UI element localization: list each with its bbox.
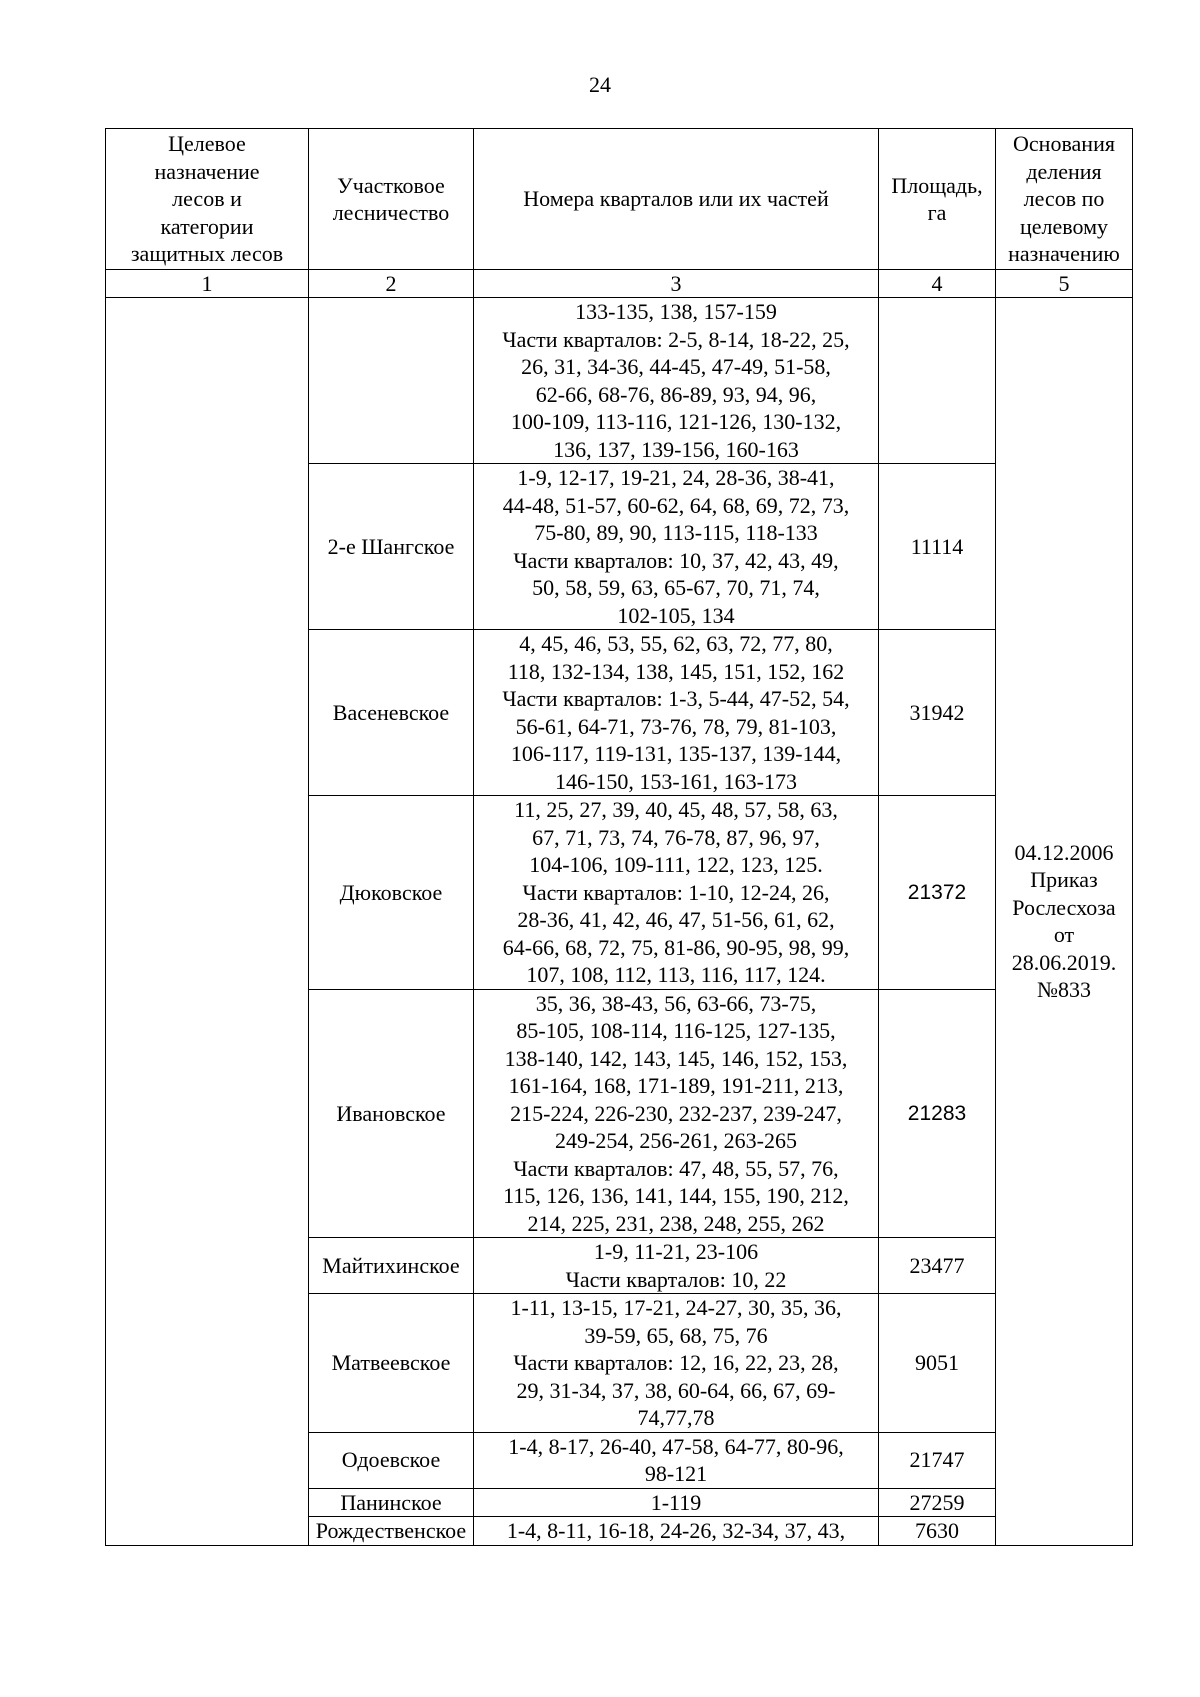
area-cell: 9051	[879, 1294, 996, 1433]
district-cell	[309, 298, 474, 464]
district-cell: Одоевское	[309, 1432, 474, 1488]
quarters-cell: 11, 25, 27, 39, 40, 45, 48, 57, 58, 63, 67, 71, 73, 74, 76-78, 87, 96, 97, 104-106, 109-111, 122, 123, 125. Части кварталов: 1-10, 12-24, 26, 28-36, 41, 42, 46, 47, 51-56, 61, 62, 64-66, 68, 72, 75, 81-86, 90-95, 98, 99, 107, 108, 112, 113, 116, 117, 124.	[474, 796, 879, 990]
header-row	[106, 129, 1133, 270]
header-quarters: Номера кварталов или их частей	[474, 129, 879, 270]
district-cell: 2-е Шангское	[309, 464, 474, 630]
header-district: Участковое лесничество	[309, 129, 474, 270]
page-number: 24	[589, 72, 611, 97]
area-cell: 11114	[879, 464, 996, 630]
district-cell: Панинское	[309, 1488, 474, 1517]
area-cell: 23477	[879, 1238, 996, 1294]
purpose-cell	[106, 298, 309, 1546]
area-cell: 21283	[879, 989, 996, 1238]
area-cell: 21372	[879, 796, 996, 990]
district-cell: Васеневское	[309, 630, 474, 796]
district-cell: Рождественское	[309, 1517, 474, 1546]
quarters-cell: 1-9, 12-17, 19-21, 24, 28-36, 38-41, 44-48, 51-57, 60-62, 64, 68, 69, 72, 73, 75-80, 89, 90, 113-115, 118-133 Части кварталов: 10, 37, 42, 43, 49, 50, 58, 59, 63, 65-67, 70, 71, 74, 102-105, 134	[474, 464, 879, 630]
column-number-row	[106, 270, 1133, 298]
table-row	[106, 298, 1133, 464]
column-number: 1	[106, 270, 309, 298]
column-number: 4	[879, 270, 996, 298]
header-purpose: Целевое назначение лесов и категории защитных лесов	[106, 129, 309, 270]
area-cell: 31942	[879, 630, 996, 796]
quarters-cell: 35, 36, 38-43, 56, 63-66, 73-75, 85-105, 108-114, 116-125, 127-135, 138-140, 142, 143, 145, 146, 152, 153, 161-164, 168, 171-189, 191-211, 213, 215-224, 226-230, 232-237, 239-247, 249-254, 256-261, 263-265 Части кварталов: 47, 48, 55, 57, 76, 115, 126, 136, 141, 144, 155, 190, 212, 214, 225, 231, 238, 248, 255, 262	[474, 989, 879, 1238]
area-cell: 7630	[879, 1517, 996, 1546]
quarters-cell: 1-4, 8-11, 16-18, 24-26, 32-34, 37, 43,	[474, 1517, 879, 1546]
area-cell: 27259	[879, 1488, 996, 1517]
district-cell: Матвеевское	[309, 1294, 474, 1433]
column-number: 2	[309, 270, 474, 298]
header-basis: Основания деления лесов по целевому назначению	[996, 129, 1133, 270]
quarters-cell: 1-119	[474, 1488, 879, 1517]
area-cell: 21747	[879, 1432, 996, 1488]
header-area: Площадь, га	[879, 129, 996, 270]
district-cell: Майтихинское	[309, 1238, 474, 1294]
quarters-cell: 4, 45, 46, 53, 55, 62, 63, 72, 77, 80, 118, 132-134, 138, 145, 151, 152, 162 Части кварталов: 1-3, 5-44, 47-52, 54, 56-61, 64-71, 73-76, 78, 79, 81-103, 106-117, 119-131, 135-137, 139-144, 146-150, 153-161, 163-173	[474, 630, 879, 796]
quarters-cell: 1-4, 8-17, 26-40, 47-58, 64-77, 80-96, 98-121	[474, 1432, 879, 1488]
column-number: 3	[474, 270, 879, 298]
district-cell: Ивановское	[309, 989, 474, 1238]
district-cell: Дюковское	[309, 796, 474, 990]
column-number: 5	[996, 270, 1133, 298]
basis-cell: 04.12.2006 Приказ Рослесхоза от 28.06.2019. №833	[996, 298, 1133, 1546]
forest-table	[105, 128, 1133, 1546]
area-cell	[879, 298, 996, 464]
quarters-cell: 1-11, 13-15, 17-21, 24-27, 30, 35, 36, 39-59, 65, 68, 75, 76 Части кварталов: 12, 16, 22, 23, 28, 29, 31-34, 37, 38, 60-64, 66, 67, 69- 74,77,78	[474, 1294, 879, 1433]
quarters-cell: 1-9, 11-21, 23-106 Части кварталов: 10, 22	[474, 1238, 879, 1294]
quarters-cell: 133-135, 138, 157-159 Части кварталов: 2-5, 8-14, 18-22, 25, 26, 31, 34-36, 44-45, 47-49, 51-58, 62-66, 68-76, 86-89, 93, 94, 96, 100-109, 113-116, 121-126, 130-132, 136, 137, 139-156, 160-163	[474, 298, 879, 464]
